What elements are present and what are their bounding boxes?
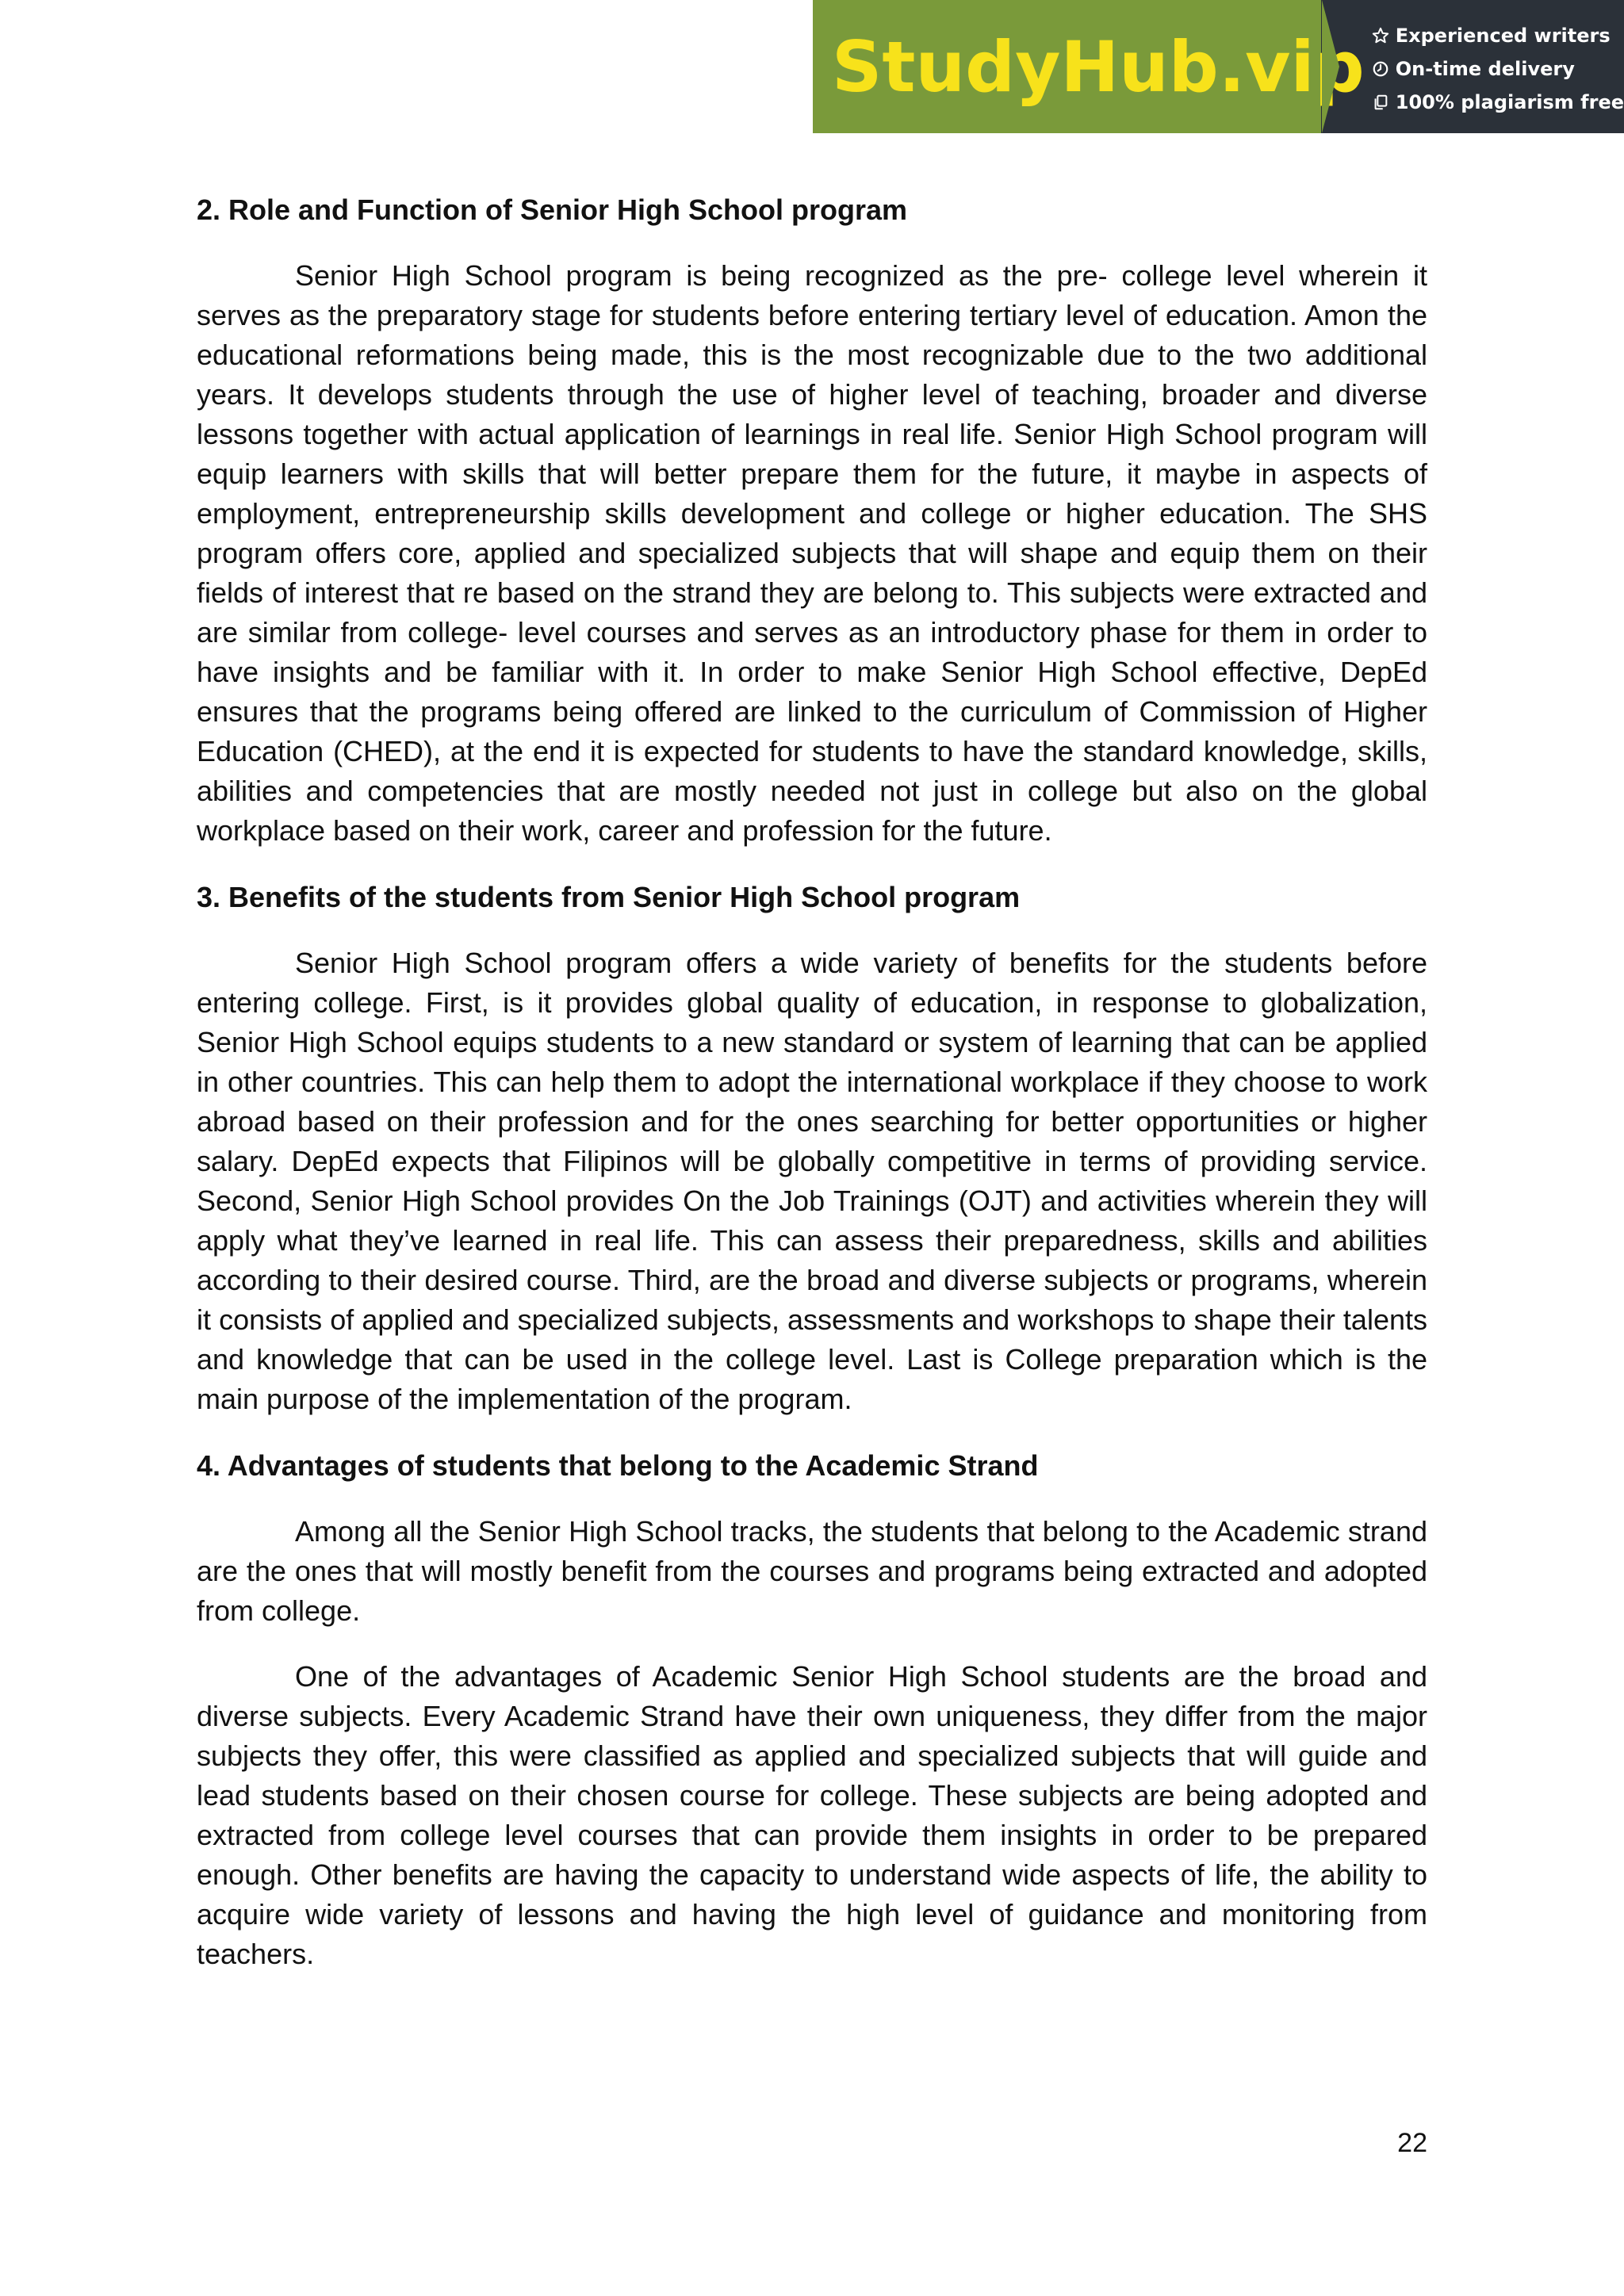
section-heading-role-function: 2. Role and Function of Senior High School program (197, 193, 908, 226)
paragraph: Senior High School program offers a wide variety of benefits for the students before entering college. First, is it provides global quality of education, in response to globalization, Senior High School equips students to a new standard or system of learning that can be applied in other countries. This can help them to adopt the international workplace if they choose to work abroad based on their profession and for the ones searching for better opportunities or higher salary. DepEd expects that Filipinos will be globally competitive in terms of providing service. Second, Senior High School provides On the Job Trainings (OJT) and activities wherein they will apply what they’ve learned in real life. This can assess their preparedness, skills and abilities according to their desired course. Third, are the broad and diverse subjects or programs, wherein it consists of applied and specialized subjects, assessments and workshops to shape their talents and knowledge that can be used in the college level. Last is College preparation which is the main purpose of the implementation of the program. (197, 947, 1427, 1415)
paragraph: Senior High School program is being recognized as the pre- college level wherein it serves as the preparatory stage for students before entering tertiary level of education. Amon the educational reformations being made, this is the most recognizable due to the two additional years. It develops students through the use of higher level of teaching, broader and diverse lessons together with actual application of learnings in real life. Senior High School program will equip learners with skills that will better prepare them for the future, it maybe in aspects of employment, entrepreneurship skills development and college or higher education. The SHS program offers core, applied and specialized subjects that will shape and equip them on their fields of interest that re based on the strand they are belong to. This subjects were extracted and are similar from college- level courses and serves as an introductory phase for them in order to have insights and be familiar with it. In order to make Senior High School effective, DepEd ensures that the programs being offered are linked to the curriculum of Commission of Higher Education (CHED), at the end it is expected for students to have the standard knowledge, skills, abilities and competencies that are mostly needed not just in college but also on the global workplace based on their work, career and profession for the future. (197, 259, 1427, 847)
features-panel (1321, 0, 1624, 133)
section-heading-advantages: 4. Advantages of students that belong to the Academic Strand (197, 1449, 1039, 1482)
feature-on-time-delivery (1370, 52, 1624, 86)
section-heading-benefits: 3. Benefits of the students from Senior High School program (197, 881, 1021, 913)
star-icon (1370, 25, 1391, 46)
feature-plagiarism-free (1370, 86, 1624, 119)
copy-icon (1370, 92, 1391, 113)
document-body (197, 187, 1427, 1974)
brand-panel (813, 0, 1365, 133)
feature-label: On-time delivery (1395, 58, 1575, 80)
clock-icon (1370, 59, 1391, 79)
feature-label: 100% plagiarism free (1395, 91, 1624, 113)
page-number: 22 (1397, 2128, 1427, 2158)
feature-label: Experienced writers (1395, 25, 1611, 47)
paragraph: Among all the Senior High School tracks, the students that belong to the Academic strand are the ones that will mostly benefit from the courses and programs being extracted and adopted from college. (197, 1515, 1427, 1627)
feature-experienced-writers (1370, 19, 1624, 52)
paragraph: One of the advantages of Academic Senior High School students are the broad and diverse subjects. Every Academic Strand have their own uniqueness, they differ from the major subjects they offer, this were classified as applied and specialized subjects that will guide and lead students based on their chosen course for college. These subjects are being adopted and extracted from college level courses that can provide them insights in order to be prepared enough. Other benefits are having the capacity to understand wide aspects of life, the ability to acquire wide variety of lessons and having the high level of guidance and monitoring from teachers. (197, 1660, 1427, 1970)
banner-arrow-shape (1322, 0, 1339, 133)
studyhub-banner[interactable] (813, 0, 1624, 133)
brand-logo: StudyHub.vip (832, 26, 1365, 108)
